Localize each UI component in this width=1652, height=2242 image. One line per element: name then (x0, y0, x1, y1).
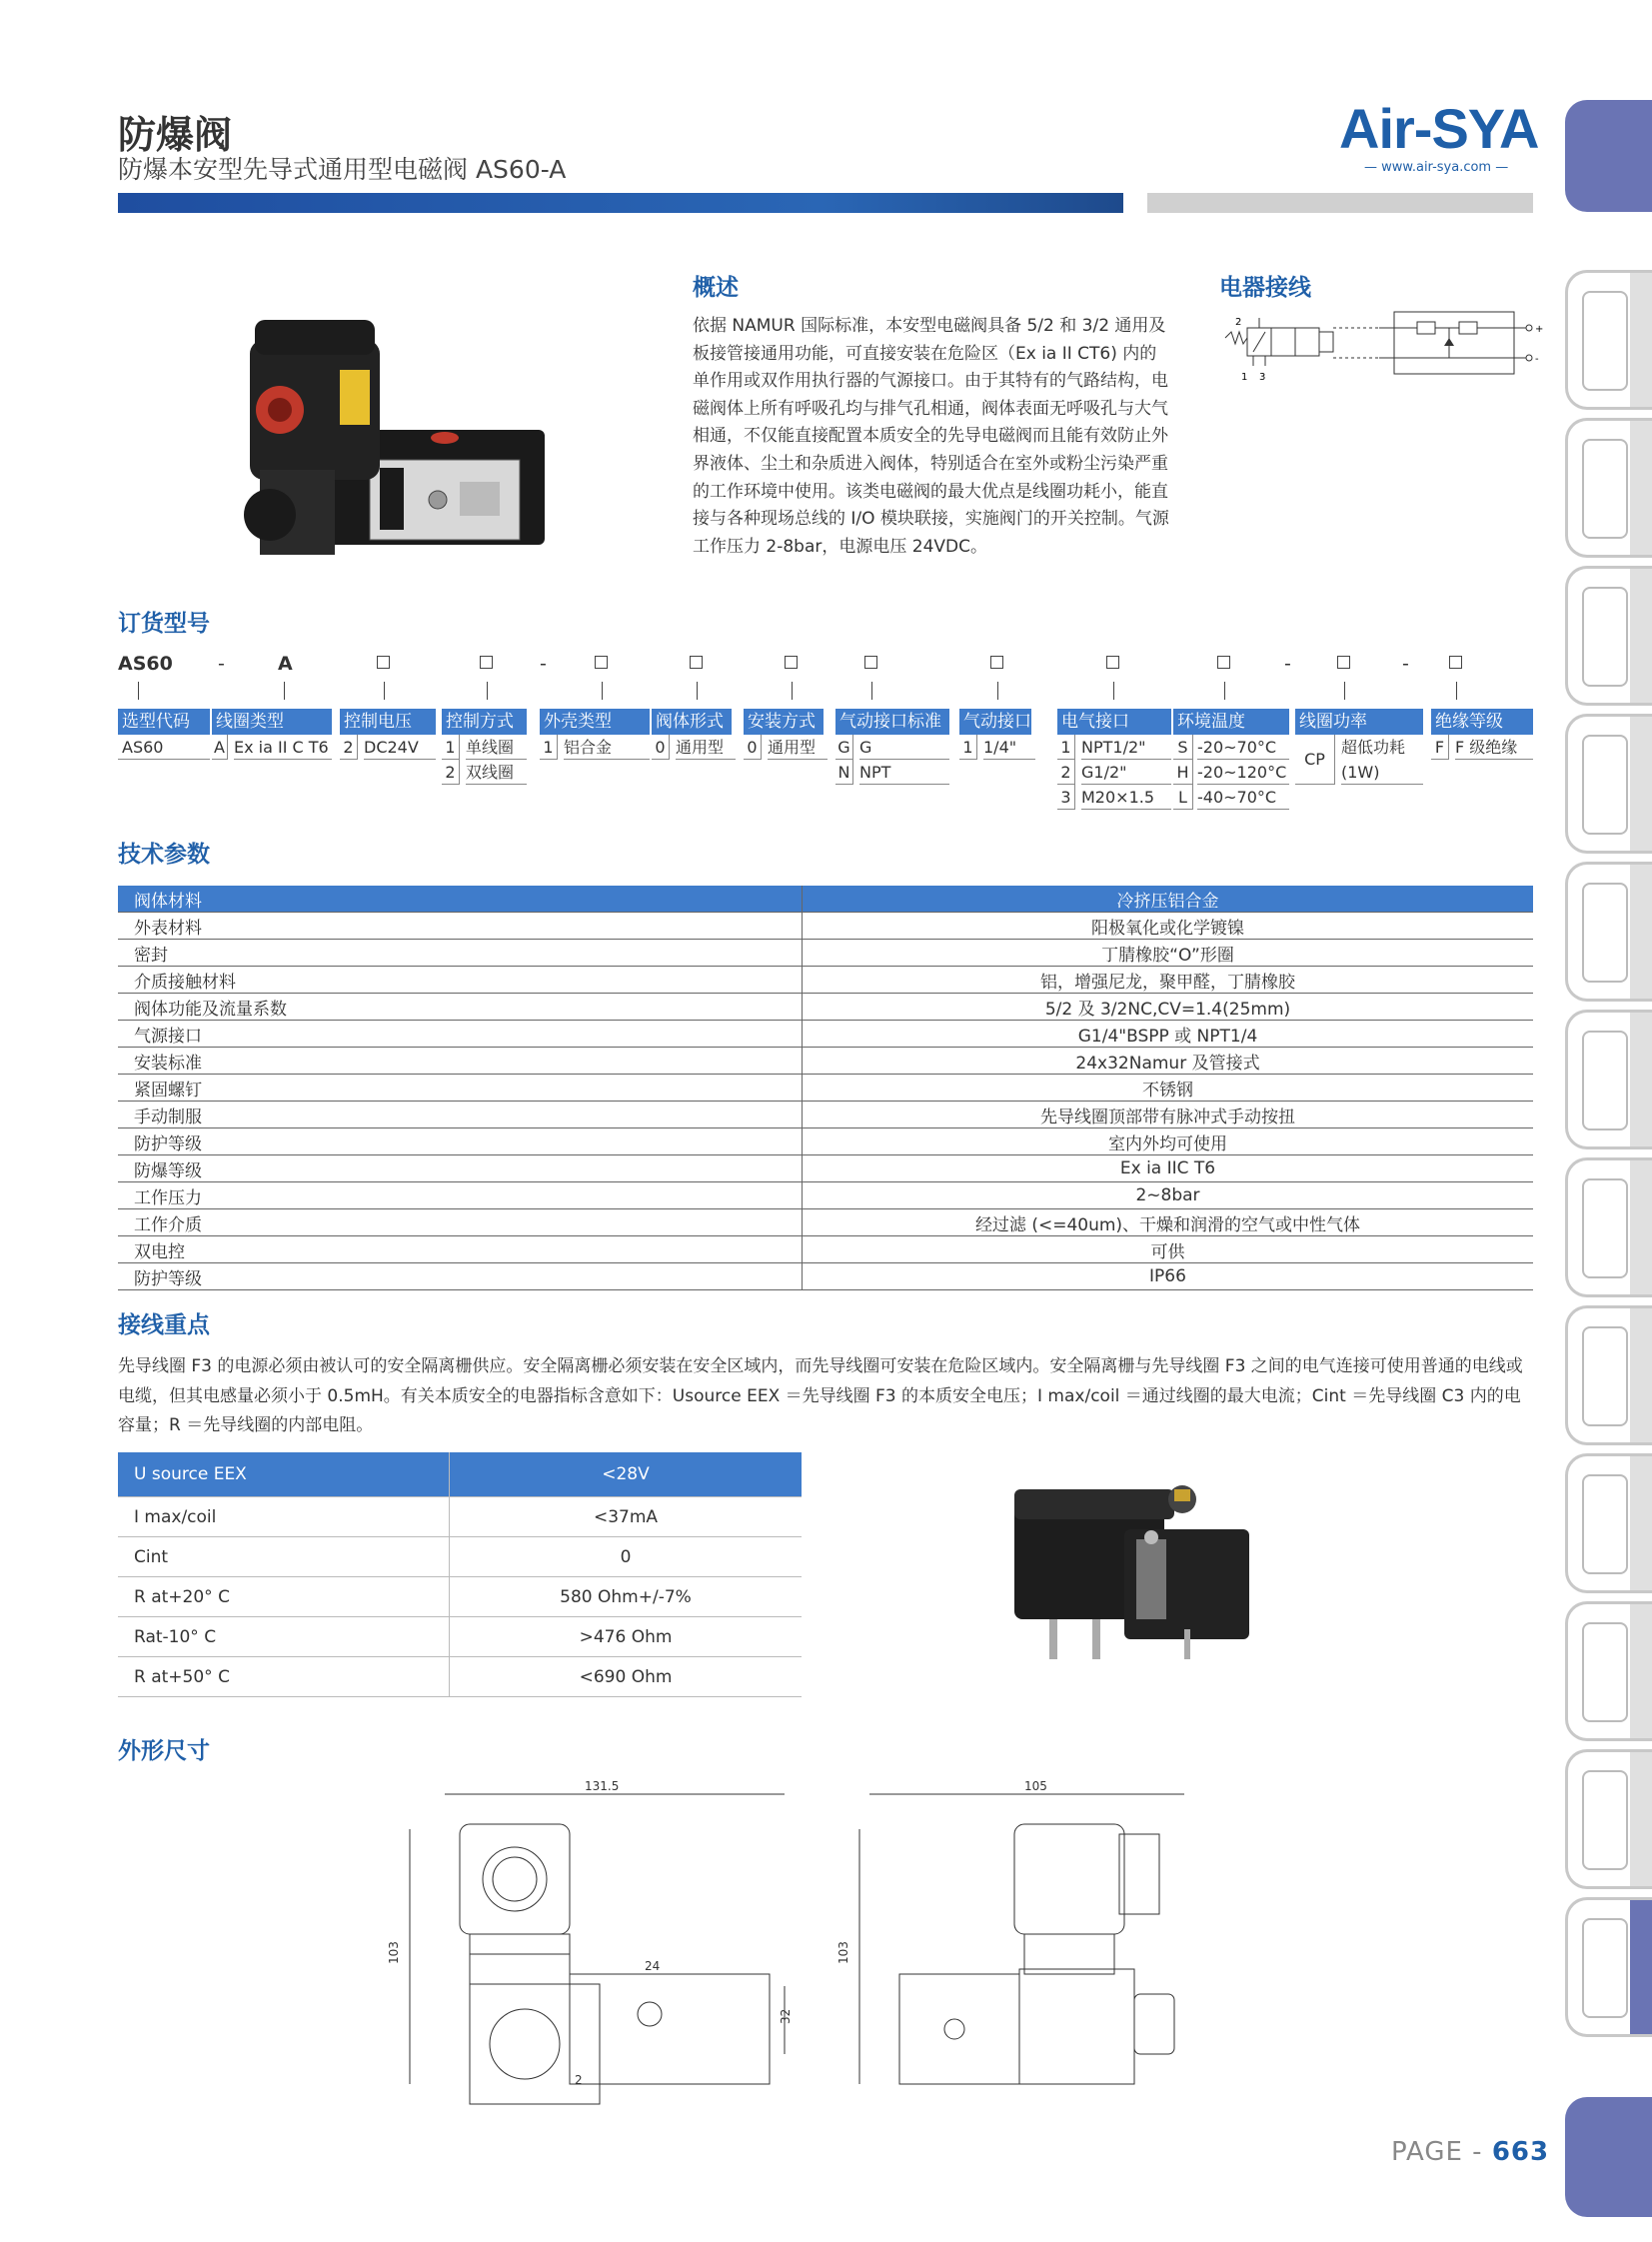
brand-url-text: www.air-sya.com (1381, 160, 1492, 175)
table-row (118, 1657, 802, 1697)
order-code-slot (864, 656, 877, 669)
order-col-header: 气动接口 (959, 709, 1031, 735)
spec-value: Ex ia IIC T6 (803, 1155, 1534, 1182)
elec-key: U source EEX (118, 1452, 450, 1497)
order-cell: -20~120°C (1197, 760, 1289, 785)
spec-value: 室内外均可使用 (803, 1128, 1534, 1155)
order-col-header: 安装方式 (744, 709, 824, 735)
side-tab-valve[interactable] (1565, 566, 1652, 706)
spec-key: 防护等级 (118, 1128, 803, 1155)
spec-key: 安装标准 (118, 1048, 803, 1075)
wiring-heading: 接线重点 (118, 1312, 210, 1338)
order-dash: - (1284, 653, 1291, 675)
filter-icon (1582, 291, 1628, 391)
spec-value: 2~8bar (803, 1182, 1534, 1209)
side-tab-fitting[interactable] (1565, 1601, 1652, 1741)
wiring-label-1: 1 (1241, 372, 1248, 383)
order-code-slot (990, 656, 1003, 669)
spec-key: 密封 (118, 940, 803, 967)
regulator-icon (1582, 883, 1628, 983)
elec-value: 580 Ohm+/-7% (450, 1577, 803, 1617)
dim-thread: 2 (575, 2073, 583, 2087)
spec-value: IP66 (803, 1263, 1534, 1290)
brand-url: — www.air-sya.com — (1364, 160, 1509, 175)
elec-key: I max/coil (118, 1497, 450, 1537)
order-code-slot (480, 656, 493, 669)
side-tab-block-valve[interactable] (1565, 1010, 1652, 1149)
dim-port-spacing: 24 (645, 1959, 661, 1973)
spec-key: 外表材料 (118, 913, 803, 940)
order-cell-key: 1 (442, 735, 460, 760)
order-cell: NPT1/2" (1081, 735, 1171, 760)
spec-value: 24x32Namur 及管接式 (803, 1048, 1534, 1075)
spec-key: 紧固螺钉 (118, 1075, 803, 1102)
order-col-header: 阀体形式 (652, 709, 732, 735)
wiring-label-2: 2 (1235, 317, 1242, 328)
order-tick (1456, 682, 1457, 700)
order-cell-key: G (835, 735, 853, 760)
wiring-diagram (1219, 308, 1544, 388)
side-tab-cylinder-valve[interactable] (1565, 1157, 1652, 1297)
spec-value: 先导线圈顶部带有脉冲式手动按扭 (803, 1102, 1534, 1128)
order-tick (997, 682, 998, 700)
order-cell-key: 0 (744, 735, 762, 760)
elec-value: >476 Ohm (450, 1617, 803, 1657)
order-cell: -40~70°C (1197, 785, 1289, 810)
order-dash: - (218, 653, 225, 675)
order-cell: (1W) (1341, 760, 1423, 785)
actuator-icon (1582, 1474, 1628, 1574)
dim-mount: 32 (779, 2008, 793, 2024)
elec-key: R at+50° C (118, 1657, 450, 1697)
order-cell-key: 1 (1057, 735, 1075, 760)
table-row (118, 967, 1533, 994)
wiring-label-plus: + (1535, 324, 1544, 335)
table-row (118, 1102, 1533, 1128)
order-col-header: 控制方式 (442, 709, 527, 735)
page-subtitle: 防爆本安型先导式通用型电磁阀 AS60-A (118, 155, 567, 184)
table-row (118, 1128, 1533, 1155)
order-cell: DC24V (364, 735, 436, 760)
table-row (118, 994, 1533, 1021)
order-dash: - (540, 653, 547, 675)
spec-key: 介质接触材料 (118, 967, 803, 994)
order-cell: M20×1.5 (1081, 785, 1171, 810)
dimensions-heading: 外形尺寸 (118, 1738, 210, 1764)
order-cell: 超低功耗 (1341, 738, 1406, 757)
spec-value: 铝，增强尼龙，聚甲醛，丁腈橡胶 (803, 967, 1534, 994)
order-cell: G (859, 735, 949, 760)
order-tick (697, 682, 698, 700)
order-cell-key: L (1173, 785, 1193, 810)
order-cell-key: N (835, 760, 853, 785)
table-row (118, 1155, 1533, 1182)
wiring-label-3: 3 (1259, 372, 1266, 383)
order-code-slot (1337, 656, 1350, 669)
table-row (118, 1075, 1533, 1102)
order-col-header: 线圈功率 (1295, 709, 1423, 735)
explosion-valve-icon (1582, 1918, 1628, 2018)
spec-key: 工作压力 (118, 1182, 803, 1209)
elec-key: Rat-10° C (118, 1617, 450, 1657)
order-cell: NPT (859, 760, 949, 785)
order-tick (487, 682, 488, 700)
order-cell: 双线圈 (466, 760, 527, 785)
specs-table (118, 886, 1533, 1290)
elec-value: <37mA (450, 1497, 803, 1537)
elec-value: <28V (450, 1452, 803, 1497)
elec-value: 0 (450, 1537, 803, 1577)
order-tick (1344, 682, 1345, 700)
side-tab-explosion-valve[interactable] (1565, 1897, 1652, 2037)
brand-logo: Air-SYA (1339, 97, 1539, 160)
order-code-slot (785, 656, 798, 669)
table-row (118, 1021, 1533, 1048)
order-tick (602, 682, 603, 700)
side-tab-lubricator[interactable] (1565, 418, 1652, 558)
header-bar-gray (1147, 193, 1533, 213)
order-cell-key: F (1431, 735, 1449, 760)
order-code-prefix: AS60 (118, 653, 173, 675)
elec-key: Cint (118, 1537, 450, 1577)
overview-heading: 概述 (693, 275, 739, 301)
dimension-drawing-side (836, 1774, 1199, 2104)
order-col-header: 选型代码 (118, 709, 210, 735)
order-cell-key: 2 (442, 760, 460, 785)
order-heading: 订货型号 (118, 611, 210, 637)
spec-key: 阀体功能及流量系数 (118, 994, 803, 1021)
spec-value: 丁腈橡胶“O”形圈 (803, 940, 1534, 967)
order-cell-key: S (1173, 735, 1193, 760)
order-col-header: 绝缘等级 (1431, 709, 1533, 735)
order-code-slot (377, 656, 390, 669)
order-code-slot (690, 656, 703, 669)
table-row (118, 1048, 1533, 1075)
side-tab-regulator[interactable] (1565, 862, 1652, 1002)
order-cell: F 级绝缘 (1455, 735, 1533, 760)
table-row (118, 1182, 1533, 1209)
spec-key: 阀体材料 (118, 886, 803, 913)
table-row (118, 1263, 1533, 1290)
order-cell: -20~70°C (1197, 735, 1289, 760)
page-title: 防爆阀 (118, 113, 233, 157)
elec-value: <690 Ohm (450, 1657, 803, 1697)
table-row (118, 1236, 1533, 1263)
table-row (118, 1617, 802, 1657)
spec-key: 双电控 (118, 1236, 803, 1263)
spec-value: 5/2 及 3/2NC,CV=1.4(25mm) (803, 994, 1534, 1021)
side-tab-silencer[interactable] (1565, 1749, 1652, 1889)
order-cell: AS60 (118, 735, 210, 760)
wiring-diagram-heading: 电器接线 (1219, 275, 1311, 301)
coil-photo (1004, 1469, 1274, 1669)
table-row (118, 1537, 802, 1577)
solenoid-icon (1582, 735, 1628, 835)
order-cell-key: 0 (652, 735, 670, 760)
order-cell-key: 1 (540, 735, 558, 760)
side-tab-actuator[interactable] (1565, 1453, 1652, 1593)
order-dash: - (1402, 653, 1409, 675)
dim-width-front: 131.5 (585, 1779, 620, 1793)
order-cell: 单线圈 (466, 735, 527, 760)
side-tab-filter[interactable] (1565, 270, 1652, 410)
order-col-header: 环境温度 (1173, 709, 1289, 735)
order-cell: 1/4" (983, 735, 1035, 760)
table-row (118, 886, 1533, 913)
wiring-label-minus: - (1535, 354, 1539, 365)
order-tick (792, 682, 793, 700)
spec-key: 工作介质 (118, 1209, 803, 1236)
table-row (118, 1497, 802, 1537)
table-row (118, 1209, 1533, 1236)
order-code-slot (1217, 656, 1230, 669)
side-tab-manifold[interactable] (1565, 1305, 1652, 1445)
table-row (118, 940, 1533, 967)
table-row (118, 1452, 802, 1497)
order-col-header: 电气接口 (1057, 709, 1171, 735)
order-col-header: 气动接口标准 (835, 709, 949, 735)
order-cell-key: 1 (959, 735, 977, 760)
spec-value: G1/4"BSPP 或 NPT1/4 (803, 1021, 1534, 1048)
fitting-icon (1582, 1622, 1628, 1722)
block-valve-icon (1582, 1031, 1628, 1130)
spec-value: 经过滤 (<=40um)、干燥和润滑的空气或中性气体 (803, 1209, 1534, 1236)
spec-value: 阳极氧化或化学镀镍 (803, 913, 1534, 940)
lubricator-icon (1582, 439, 1628, 539)
order-cell: 铝合金 (564, 735, 650, 760)
order-cell-key: CP (1295, 735, 1335, 785)
electrical-table (118, 1452, 802, 1697)
order-cell: 通用型 (768, 735, 827, 760)
specs-heading: 技术参数 (118, 842, 210, 868)
order-tick (1224, 682, 1225, 700)
side-tab-page[interactable] (1565, 2097, 1652, 2217)
order-tick (871, 682, 872, 700)
order-code-slot (595, 656, 608, 669)
order-tick (284, 682, 285, 700)
dim-height-side: 103 (836, 1941, 850, 1964)
wiring-text: 先导线圈 F3 的电源必须由被认可的安全隔离栅供应。安全隔离栅必须安装在安全区域内，而先导线圈可安装在危险区域内。安全隔离栅与先导线圈 F3 之间的电气连接可使用普通的电线或电缆，但其电感量必须小于 0.5mH。有关本质安全的电器指标含意如下：Usource EEX ＝先导线圈 F3 的本质安全电压；I max/coil ＝通过线圈的最大电流；Cint ＝先导线圈 C3 内的电容量；R ＝先导线圈的内部电阻。 (118, 1356, 1523, 1435)
page-number (1391, 2137, 1549, 2167)
side-tab-solenoid[interactable] (1565, 714, 1652, 854)
dim-width-side: 105 (1024, 1779, 1047, 1793)
order-cell: 通用型 (676, 735, 736, 760)
dim-height-front: 103 (387, 1941, 401, 1964)
page-number-value: 663 (1491, 2137, 1550, 2167)
spec-key: 手动制服 (118, 1102, 803, 1128)
order-cell-key: 3 (1057, 785, 1075, 810)
spec-key: 气源接口 (118, 1021, 803, 1048)
order-col-header: 外壳类型 (540, 709, 650, 735)
order-tick (1113, 682, 1114, 700)
order-code-slot (1449, 656, 1462, 669)
order-cell-key: 2 (1057, 760, 1075, 785)
side-tab-category[interactable] (1565, 100, 1652, 212)
valve-icon (1582, 587, 1628, 687)
spec-value: 不锈钢 (803, 1075, 1534, 1102)
overview-text: 依据 NAMUR 国际标准，本安型电磁阀具备 5/2 和 3/2 通用及板接管接通用功能，可直接安装在危险区（Ex ia II CT6) 内的单作用或双作用执行器的气源接口。由于其特有的气路结构，电磁阀体上所有呼吸孔均与排气孔相通，阀体表面无呼吸孔与大气相通，不仅能直接配置本质安全的先导电磁阀而且能有效防止外界液体、尘土和杂质进入阀体，特别适合在室外或粉尘污染严重的工作环境中使用。该类电磁阀的最大优点是线圈功耗小，能直接与各种现场总线的 I/O 模块联接，实施阀门的开关控制。气源工作压力 2-8bar，电源电压 24VDC。 (693, 316, 1169, 557)
header-bar-blue (118, 193, 1123, 213)
order-cell: Ex ia II C T6 (234, 735, 332, 760)
cylinder-valve-icon (1582, 1178, 1628, 1278)
spec-key: 防爆等级 (118, 1155, 803, 1182)
order-cell-key: A (212, 735, 228, 760)
elec-key: R at+20° C (118, 1577, 450, 1617)
manifold-icon (1582, 1326, 1628, 1426)
page-label: PAGE - (1391, 2137, 1492, 2167)
order-cell-key: H (1173, 760, 1193, 785)
table-row (118, 913, 1533, 940)
table-row (118, 1577, 802, 1617)
order-code-suffix: A (278, 653, 293, 675)
spec-value: 冷挤压铝合金 (803, 886, 1534, 913)
product-photo (210, 310, 560, 560)
order-col-header: 线圈类型 (212, 709, 332, 735)
spec-key: 防护等级 (118, 1263, 803, 1290)
order-tick (384, 682, 385, 700)
dimension-drawing-front (387, 1774, 810, 2104)
order-cell: G1/2" (1081, 760, 1171, 785)
order-cell-key: 2 (340, 735, 358, 760)
silencer-icon (1582, 1770, 1628, 1870)
order-col-header: 控制电压 (340, 709, 436, 735)
order-tick (138, 682, 139, 700)
order-code-slot (1106, 656, 1119, 669)
spec-value: 可供 (803, 1236, 1534, 1263)
